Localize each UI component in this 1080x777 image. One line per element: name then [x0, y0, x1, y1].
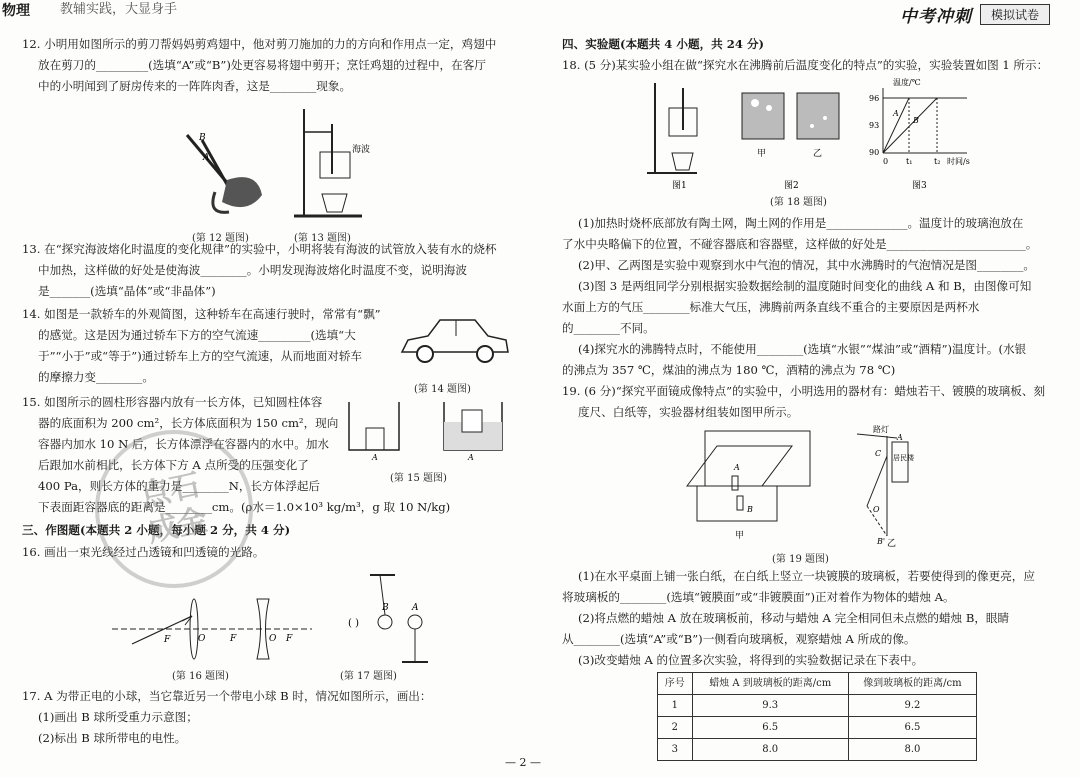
question-14 [22, 304, 402, 388]
mirror-experiment-figure [687, 425, 987, 549]
subject-label: 物理 [2, 3, 30, 19]
q19-line: 将玻璃板的________(选填“镀膜面”或“非镀膜面”)正对着作为物体的蜡烛 A。 [562, 590, 955, 604]
q13-line: 是_______(选填“晶体”或“非晶体”) [38, 284, 216, 298]
fig-label: 甲 [735, 531, 745, 541]
fig-label: 图3 [912, 181, 927, 191]
question-19-stem [562, 381, 1057, 423]
fig-label: 路灯 [873, 425, 889, 434]
q15-line: 后跟加水前相比，长方体下方 A 点所受的压强变化了 [38, 458, 309, 472]
fig-label: O [873, 505, 880, 514]
scissors-figure [167, 130, 277, 220]
fig16-caption: (第 16 题图) [172, 671, 229, 682]
table-cell: 9.3 [692, 695, 848, 717]
fig17-caption: (第 17 题图) [340, 671, 397, 682]
container-figure [344, 400, 514, 460]
axis-tick: t₂ [934, 157, 941, 166]
q12-line: 中的小明闻到了厨房传来的一阵阵肉香，这是________现象。 [38, 79, 352, 93]
stamp-line: 成金 [144, 502, 211, 550]
section-4-title: 四、实验题(本题共 4 小题，共 24 分) [562, 37, 765, 51]
boiling-experiment-figure [647, 78, 970, 193]
q14-line: 于”“小于”或“等于”)通过轿车上方的空气流速，从而地面对轿车 [38, 349, 363, 363]
fig12-caption: (第 12 题图) [192, 233, 249, 244]
fig-label: B [747, 505, 753, 514]
q13-line: 13. 在“探究海波熔化时温度的变化规律”的实验中，小明将装有海波的试管放入装有水的烧杯 [22, 242, 497, 256]
fig-label: A [203, 153, 210, 163]
question-18-stem: 18. (5 分)某实验小组在做“探究水在沸腾前后温度变化的特点”的实验，实验装置如图 1 所示： [562, 58, 1049, 72]
fig-label: A [893, 109, 899, 118]
fig-label: 乙 [887, 539, 897, 549]
q18-line: 的沸点为 357 ℃，煤油的沸点为 180 ℃，酒精的沸点为 78 ℃) [562, 363, 896, 377]
q14-line: 14. 如图是一款轿车的外观简图，这种轿车在高速行驶时，常常有“飘” [22, 307, 381, 321]
q17-line: (1)画出 B 球所受重力示意图； [38, 710, 198, 724]
fig-label: F [286, 634, 293, 644]
fig-label: F [164, 635, 171, 645]
table-cell: 6.5 [692, 717, 848, 739]
fig-label: A [897, 433, 903, 442]
axis-tick: t₁ [906, 157, 913, 166]
data-table [657, 672, 977, 761]
q19-line: 度尺、白纸等，实验器材组装如图甲所示。 [578, 405, 799, 419]
fig-label: B [913, 116, 919, 125]
question-19-parts [562, 566, 1057, 671]
q15-line: 下表面距容器底的距离是________cm。(ρ水＝1.0×10³ kg/m³，g 取 10 N/kg) [38, 500, 451, 514]
subject-tail: 教辅实践，大显身手 [60, 2, 178, 17]
fig-label: ( ) [348, 618, 359, 629]
fig-label: A [734, 463, 740, 472]
table-cell: 2 [658, 717, 693, 739]
q18-line: (4)探究水的沸腾特点时，不能使用________(选填“水银”“煤油”或“酒精”)温度计。(水银 [578, 342, 1027, 356]
table-cell: 6.5 [848, 717, 976, 739]
axis-tick: 0 [883, 157, 889, 166]
fig-label: 居民楼 [893, 454, 914, 462]
table-row [658, 695, 977, 717]
fig-label: B [199, 133, 206, 143]
table-row [658, 739, 977, 761]
car-figure [400, 312, 510, 372]
fig-label: B [382, 603, 389, 613]
charged-balls-figure [340, 570, 440, 670]
q15-line: 器的底面积为 200 cm²，长方体底面积为 150 cm²，现向 [38, 416, 339, 430]
axis-tick: 90 [869, 148, 880, 157]
fig-label: B' [877, 537, 886, 546]
q12-line: 放在剪刀的_________(选填“A”或“B”)处更容易将翅中剪开；烹饪鸡翅的过程中，在客厅 [38, 58, 486, 72]
section-3-title: 三、作图题(本题共 2 小题，每小题 2 分，共 4 分) [22, 523, 291, 537]
heating-stand-figure [292, 104, 392, 222]
lens-figure [112, 594, 312, 664]
q19-line: 19. (6 分)“探究平面镜成像特点”的实验中，小明选用的器材有：蜡烛若干、镀膜的玻璃板、刻 [562, 384, 1046, 398]
axis-tick: 96 [869, 94, 880, 103]
q12-line: 12. 小明用如图所示的剪刀帮妈妈剪鸡翅中，他对剪刀施加的力的方向和作用点一定，鸡翅中 [22, 37, 497, 51]
fig18-caption: (第 18 题图) [770, 197, 827, 208]
q14-line: 的摩擦力变________。 [38, 370, 154, 384]
question-12 [22, 34, 517, 97]
fig-label: 图1 [672, 181, 687, 191]
q13-line: 中加热，这样做的好处是使海波________。小明发现海波熔化时温度不变，说明海波 [38, 263, 467, 277]
table-cell: 3 [658, 739, 693, 761]
brand-header [900, 2, 1050, 27]
q18-line: 的________不同。 [562, 321, 655, 335]
fig-label: A [372, 453, 378, 462]
fig-label: 甲 [757, 149, 767, 159]
q17-line: 17. A 为带正电的小球，当它靠近另一个带电小球 B 时，情况如图所示，画出： [22, 689, 432, 703]
q18-line: (1)加热时烧杯底部放有陶土网，陶土网的作用是______________。温度计的玻璃泡放在 [578, 216, 1024, 230]
fig-label: A [412, 603, 419, 613]
exam-badge: 模拟试卷 [980, 4, 1050, 25]
axis-tick: 93 [869, 121, 880, 130]
q17-line: (2)标出 B 球所带电的电性。 [38, 731, 187, 745]
fig14-caption: (第 14 题图) [414, 384, 471, 395]
axis-label: 时间/s [947, 157, 970, 166]
q18-line: 了水中央略偏下的位置，不碰容器底和容器壁，这样做的好处是________________________。 [562, 237, 1038, 251]
q18-line: 水面上方的气压________标准大气压，沸腾前两条直线不重合的主要原因是两杯水 [562, 300, 980, 314]
question-13 [22, 239, 517, 302]
fig-label: A [468, 453, 474, 462]
table-cell: 1 [658, 695, 693, 717]
table-cell: 8.0 [848, 739, 976, 761]
table-header-row [658, 673, 977, 695]
table-header: 蜡烛 A 到玻璃板的距离/cm [692, 673, 848, 695]
q19-line: (3)改变蜡烛 A 的位置多次实验，将得到的实验数据记录在下表中。 [578, 653, 924, 667]
fig13-caption: (第 13 题图) [294, 233, 351, 244]
table-header: 序号 [658, 673, 693, 695]
stamp-line: 点石 [137, 467, 204, 515]
fig-label: C [875, 449, 882, 458]
fig-label: F [230, 634, 237, 644]
q15-line: 15. 如图所示的圆柱形容器内放有一长方体，已知圆柱体容 [22, 395, 323, 409]
question-16: 16. 画出一束光线经过凸透镜和凹透镜的光路。 [22, 545, 265, 559]
q19-line: 从________(选填“A”或“B”)一侧看向玻璃板，观察蜡烛 A 所成的像。 [562, 632, 916, 646]
q15-line: 400 Pa，则长方体的重力是________N，长方体浮起后 [38, 479, 321, 493]
fig-label: 乙 [813, 149, 823, 159]
page-number: — 2 — [505, 756, 541, 769]
question-18-parts [562, 213, 1057, 381]
fig15-caption: (第 15 题图) [390, 473, 447, 484]
q19-line: (1)在水平桌面上铺一张白纸，在白纸上竖立一块镀膜的玻璃板，若要使得到的像更亮，应 [578, 569, 1035, 583]
table-cell: 9.2 [848, 695, 976, 717]
fig-label: 海波 [352, 145, 371, 155]
fig-label: 图2 [784, 181, 799, 191]
axis-label: 温度/℃ [893, 78, 921, 87]
fig-label: O [269, 634, 277, 644]
table-cell: 8.0 [692, 739, 848, 761]
fig19-caption: (第 19 题图) [772, 554, 829, 565]
brand-logo: 中考冲刺 [899, 7, 972, 27]
q19-line: (2)将点燃的蜡烛 A 放在玻璃板前，移动与蜡烛 A 完全相同但未点燃的蜡烛 B，眼睛 [578, 611, 1010, 625]
q18-line: (3)图 3 是两组同学分别根据实验数据绘制的温度随时间变化的曲线 A 和 B，由图像可知 [578, 279, 1032, 293]
table-row [658, 717, 977, 739]
question-17 [22, 686, 517, 749]
q15-line: 容器内加水 10 N 后，长方体漂浮在容器内的水中。加水 [38, 437, 330, 451]
q18-line: (2)甲、乙两图是实验中观察到水中气泡的情况，其中水沸腾时的气泡情况是图________。 [578, 258, 1035, 272]
q14-line: 的感觉。这是因为通过轿车下方的空气流速_________(选填“大 [38, 328, 356, 342]
table-header: 像到玻璃板的距离/cm [848, 673, 976, 695]
fig-label: O [198, 634, 206, 644]
